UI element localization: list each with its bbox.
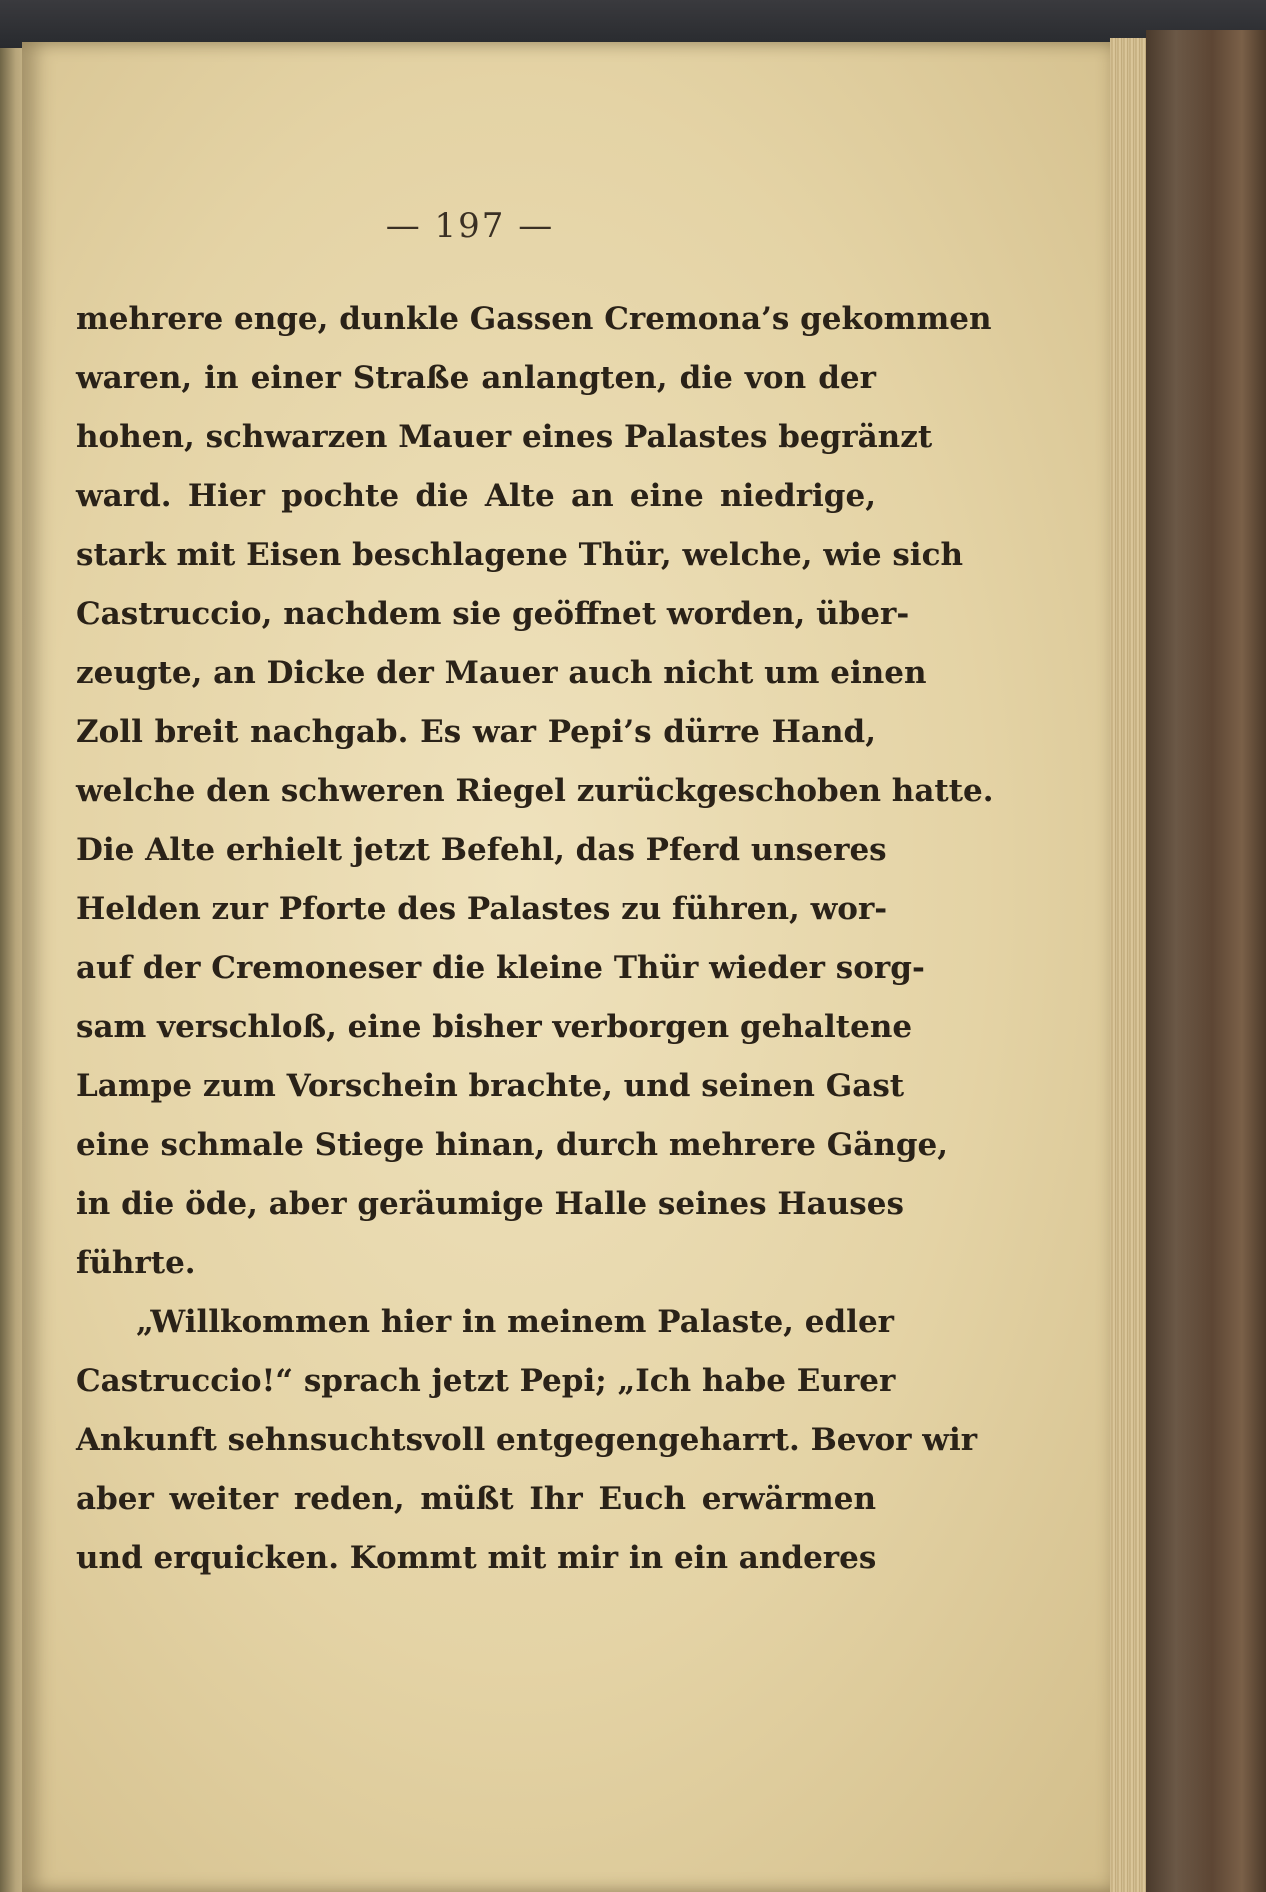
text-line: aber weiter reden, müßt Ihr Euch erwärmen — [76, 1481, 876, 1517]
page-text — [76, 290, 994, 1588]
text-line: Zoll breit nachgab. Es war Pepi’s dürre Hand, — [76, 714, 876, 750]
text-line: sam verschloß, eine bisher verborgen gehaltene — [76, 1009, 913, 1045]
text-line: Ankunft sehnsuchtsvoll entgegengeharrt. Bevor wir — [76, 1422, 978, 1458]
page-number: — 197 — — [385, 206, 555, 246]
text-line: hohen, schwarzen Mauer eines Palastes begränzt — [76, 419, 933, 455]
text-line: Castruccio, nachdem sie geöffnet worden, über- — [76, 596, 910, 632]
text-line: Lampe zum Vorschein brachte, und seinen Gast — [76, 1068, 905, 1104]
text-line: mehrere enge, dunkle Gassen Cremona’s gekommen — [76, 301, 992, 337]
text-line: Die Alte erhielt jetzt Befehl, das Pferd unseres — [76, 832, 887, 868]
text-line: stark mit Eisen beschlagene Thür, welche, wie sich — [76, 537, 963, 573]
text-line: waren, in einer Straße anlangten, die von der — [76, 360, 876, 396]
text-line: „Willkommen hier in meinem Palaste, edler — [136, 1304, 895, 1340]
book-cover-edge — [1146, 30, 1266, 1892]
text-line: auf der Cremoneser die kleine Thür wieder sorg- — [76, 950, 925, 986]
text-line: ward. Hier pochte die Alte an eine niedrige, — [76, 478, 876, 514]
text-line: eine schmale Stiege hinan, durch mehrere Gänge, — [76, 1127, 949, 1163]
text-line: zeugte, an Dicke der Mauer auch nicht um einen — [76, 655, 927, 691]
text-line: welche den schweren Riegel zurückgeschoben hatte. — [76, 773, 994, 809]
text-line: Castruccio!“ sprach jetzt Pepi; „Ich habe Eurer — [76, 1363, 896, 1399]
page-fore-edge — [1110, 38, 1146, 1892]
text-line: Helden zur Pforte des Palastes zu führen, wor- — [76, 891, 888, 927]
text-line: in die öde, aber geräumige Halle seines Hauses — [76, 1186, 904, 1222]
text-line: und erquicken. Kommt mit mir in ein anderes — [76, 1540, 877, 1576]
text-line: führte. — [76, 1245, 196, 1281]
